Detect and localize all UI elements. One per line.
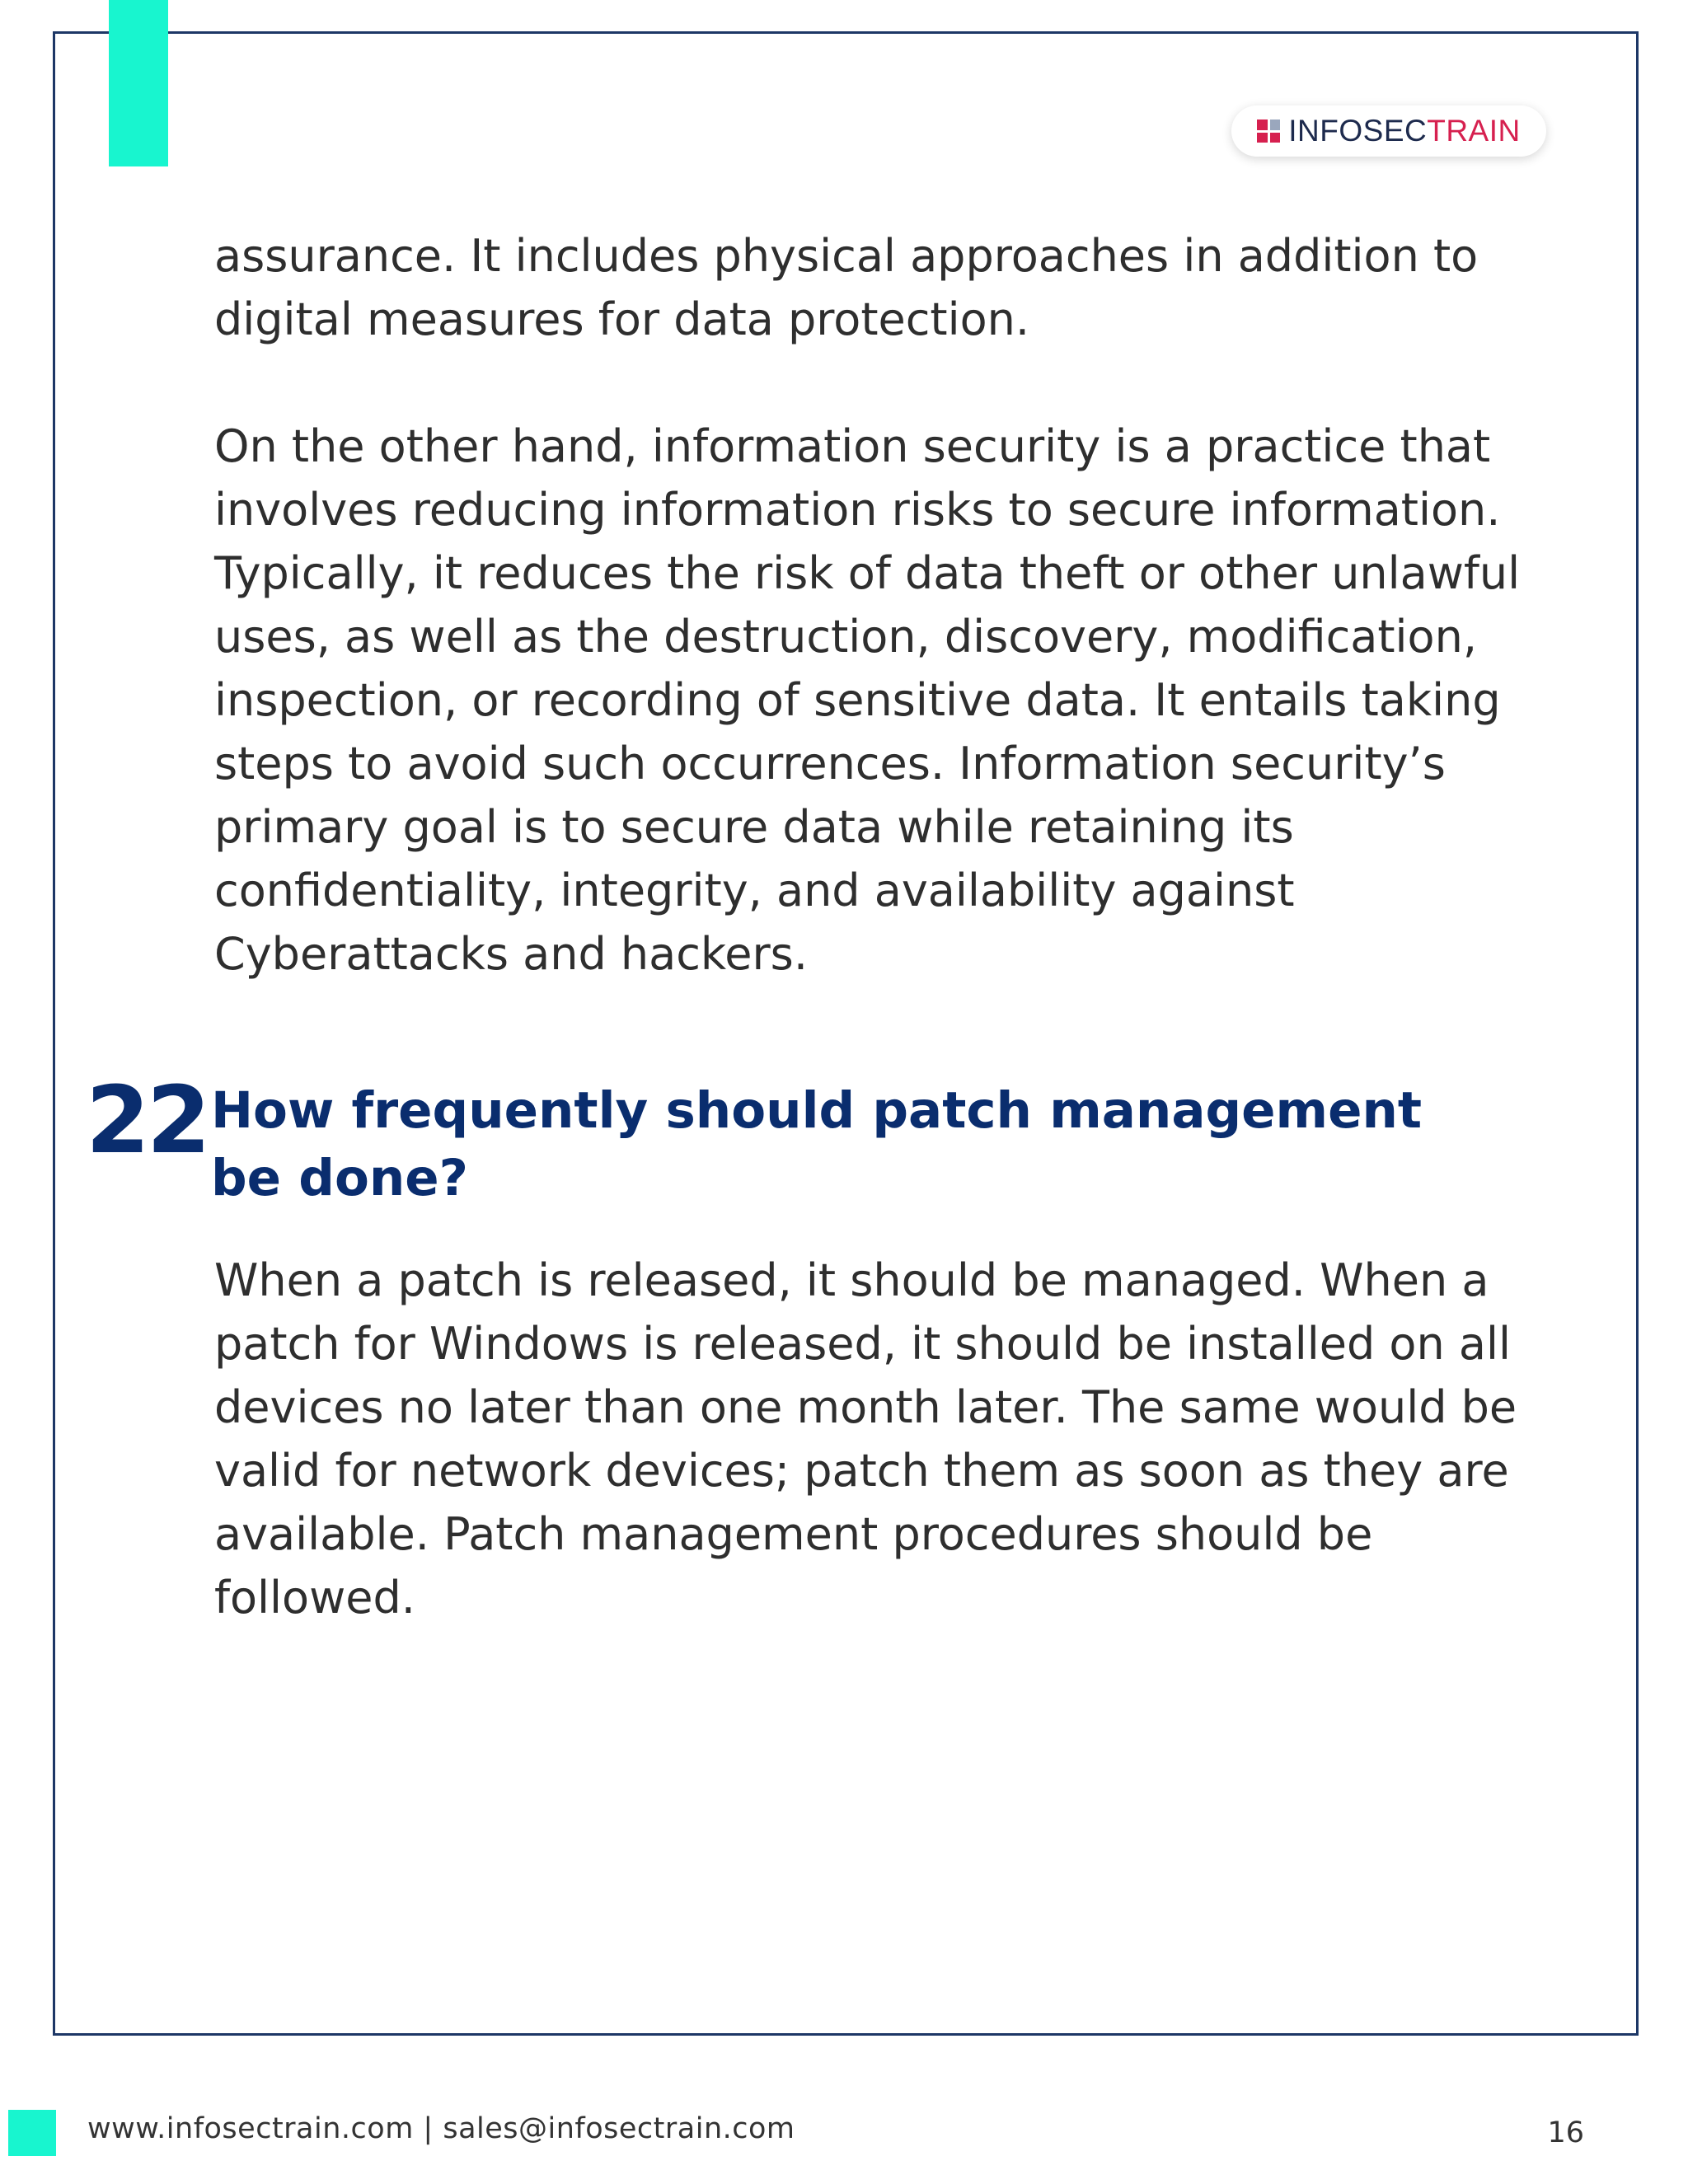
paragraph-information-security: On the other hand, information security is a practice that involves reducing information risks to secure information. Typically, it reduces the risk of data theft or other unlawful uses, as well as the destruction, discovery, modification, inspection, or recording of sensitive data. It entails taking steps to avoid such occurrences. Information security’s primary goal is to secure data while retaining its confidentiality, integrity, and availability against Cyberattacks and hackers. [214, 420, 1521, 980]
accent-bar [109, 0, 168, 166]
footer-contact: www.infosectrain.com | sales@infosectrain.com [87, 2112, 795, 2145]
logo-mark-icon [1257, 120, 1280, 143]
paragraph-continued: assurance. It includes physical approaches in addition to digital measures for data protection. [214, 230, 1479, 345]
footer-accent-square [8, 2110, 56, 2156]
logo-text-dark: INFOSEC [1288, 114, 1428, 148]
question-title: How frequently should patch management be done? [211, 1081, 1423, 1207]
logo-text-accent: TRAIN [1427, 114, 1521, 148]
answer-paragraph: When a patch is released, it should be managed. When a patch for Windows is released, it should be installed on all devices no later than one month later. The same would be valid for network devices; patch them as soon as they are available. Patch management procedures should be followed. [214, 1254, 1517, 1624]
question-number: 22 [86, 1067, 208, 1174]
page-number: 16 [1547, 2116, 1584, 2149]
infosectrain-logo [1231, 105, 1546, 157]
logo-text [1288, 114, 1520, 148]
